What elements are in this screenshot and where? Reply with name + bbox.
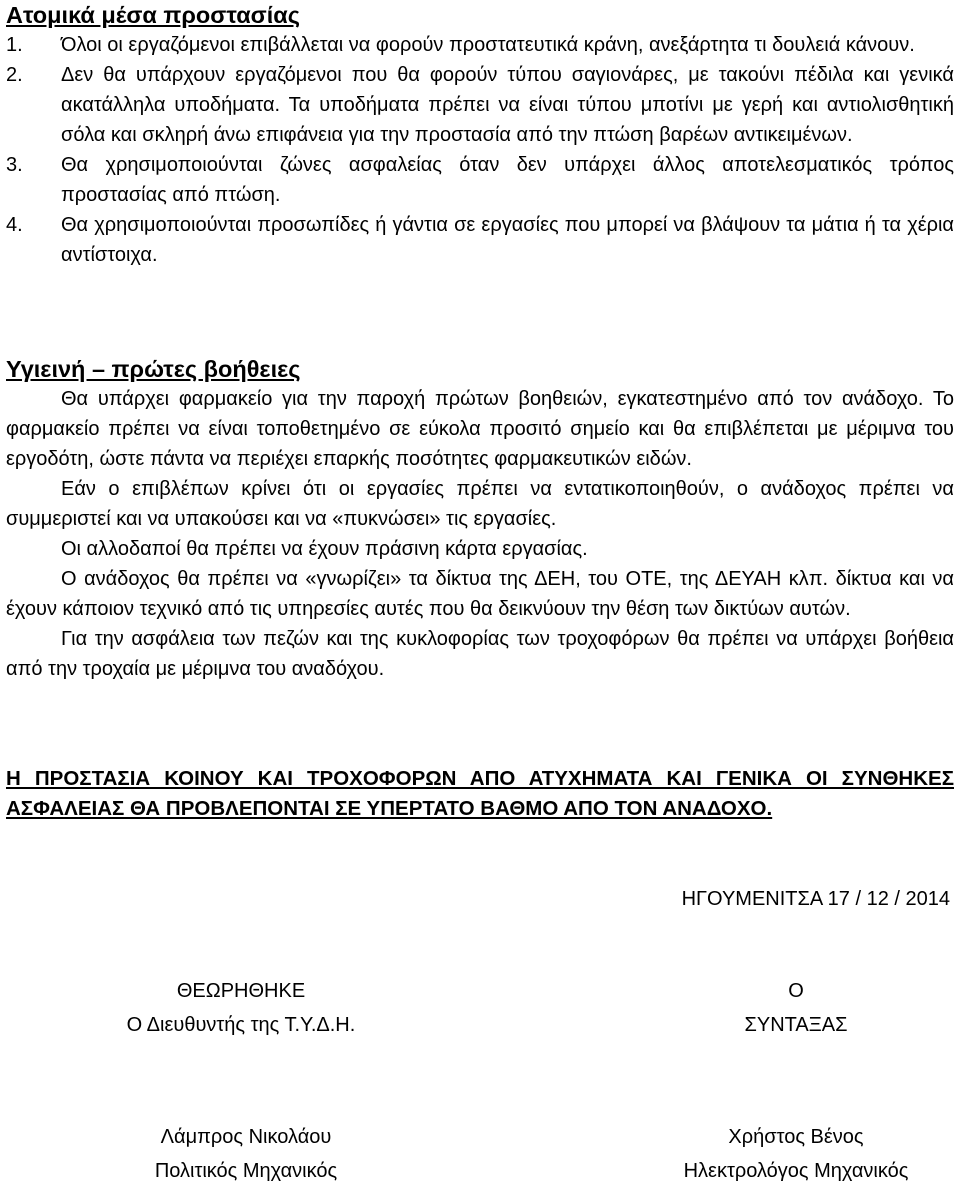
list-item [6, 30, 954, 60]
author-article: Ο [788, 980, 804, 1002]
list-item-number: 2. [6, 64, 23, 86]
approver-role: Πολιτικός Μηχανικός [154, 1160, 338, 1182]
author-signature-block [646, 974, 946, 1042]
section-heading-personal-protection: Ατομικά μέσα προστασίας [6, 2, 300, 28]
author-label: ΣΥΝΤΑΞΑΣ [744, 1014, 848, 1036]
list-item [6, 150, 954, 210]
place-date-line: ΗΓΟΥΜΕΝΙΤΣΑ 17 / 12 / 2014 [681, 888, 950, 910]
author-role: Ηλεκτρολόγος Μηχανικός [683, 1160, 909, 1182]
list-item [6, 210, 954, 270]
paragraph: Ο ανάδοχος θα πρέπει να «γνωρίζει» τα δίκτυα της ΔΕΗ, του ΟΤΕ, της ΔΕΥΑΗ κλπ. δίκτυα και να έχουν κάποιον τεχνικό από τις υπηρεσίες αυτές που θα δεικνύουν την θέση των δικτύων αυτών. [6, 568, 954, 620]
section-heading-hygiene-first-aid: Υγιεινή – πρώτες βοήθειες [6, 356, 301, 382]
approver-name-block [96, 1120, 396, 1188]
paragraph: Εάν ο επιβλέπων κρίνει ότι οι εργασίες πρέπει να εντατικοποιηθούν, ο ανάδοχος πρέπει να συμμεριστεί και να υπακούσει και να «πυκνώσει» τις εργασίες. [6, 478, 954, 530]
paragraph: Οι αλλοδαποί θα πρέπει να έχουν πράσινη κάρτα εργασίας. [61, 538, 588, 560]
approval-label: ΘΕΩΡΗΘΗΚΕ [176, 980, 306, 1002]
paragraph: Για την ασφάλεια των πεζών και της κυκλοφορίας των τροχοφόρων θα πρέπει να υπάρχει βοήθεια από την τροχαία με μέριμνα του αναδόχου. [6, 628, 954, 680]
safety-notice: Η ΠΡΟΣΤΑΣΙΑ ΚΟΙΝΟΥ ΚΑΙ ΤΡΟΧΟΦΟΡΩΝ ΑΠΟ ΑΤΥΧΗΜΑΤΑ ΚΑΙ ΓΕΝΙΚΑ ΟΙ ΣΥΝΘΗΚΕΣ ΑΣΦΑΛΕΙΑΣ ΘΑ ΠΡΟΒΛΕΠΟΝΤΑΙ ΣΕ ΥΠΕΡΤΑΤΟ ΒΑΘΜΟ ΑΠΟ ΤΟΝ ΑΝΑΔΟΧΟ. [6, 767, 954, 820]
list-item-number: 4. [6, 214, 23, 236]
list-item-number: 1. [6, 34, 23, 56]
list-item-text: Θα χρησιμοποιούνται προσωπίδες ή γάντια σε εργασίες που μπορεί να βλάψουν τα μάτια ή τα χέρια αντίστοιχα. [61, 214, 954, 266]
list-item-text: Θα χρησιμοποιούνται ζώνες ασφαλείας όταν δεν υπάρχει άλλος αποτελεσματικός τρόπος προστασίας από πτώση. [61, 154, 954, 206]
list-item-text: Δεν θα υπάρχουν εργαζόμενοι που θα φορούν τύπου σαγιονάρες, με τακούνι πέδιλα και γενικά ακατάλληλα υποδήματα. Τα υποδήματα πρέπει να είναι τύπου μποτίνι με γερή και αντιολισθητική σόλα και σκληρή άνω επιφάνεια για την προστασία από την πτώση βαρέων αντικειμένων. [61, 64, 954, 146]
approver-title: Ο Διευθυντής της Τ.Υ.Δ.Η. [126, 1014, 356, 1036]
paragraph: Θα υπάρχει φαρμακείο για την παροχή πρώτων βοηθειών, εγκατεστημένο από τον ανάδοχο. Το φαρμακείο πρέπει να είναι τοποθετημένο σε εύκολα προσιτό σημείο και θα επιβλέπεται με μέριμνα του εργοδότη, ώστε πάντα να περιέχει επαρκής ποσότητες φαρμακευτικών ειδών. [6, 388, 954, 470]
hygiene-section-body [6, 384, 954, 684]
list-item [6, 60, 954, 150]
list-item-number: 3. [6, 154, 23, 176]
approval-signature-block [86, 974, 396, 1042]
approver-name: Λάμπρος Νικολάου [160, 1126, 332, 1148]
author-name-block [636, 1120, 956, 1188]
author-name: Χρήστος Βένος [728, 1126, 864, 1148]
list-item-text: Όλοι οι εργαζόμενοι επιβάλλεται να φορούν προστατευτικά κράνη, ανεξάρτητα τι δουλειά κάνουν. [61, 34, 915, 56]
protection-list [6, 30, 954, 270]
